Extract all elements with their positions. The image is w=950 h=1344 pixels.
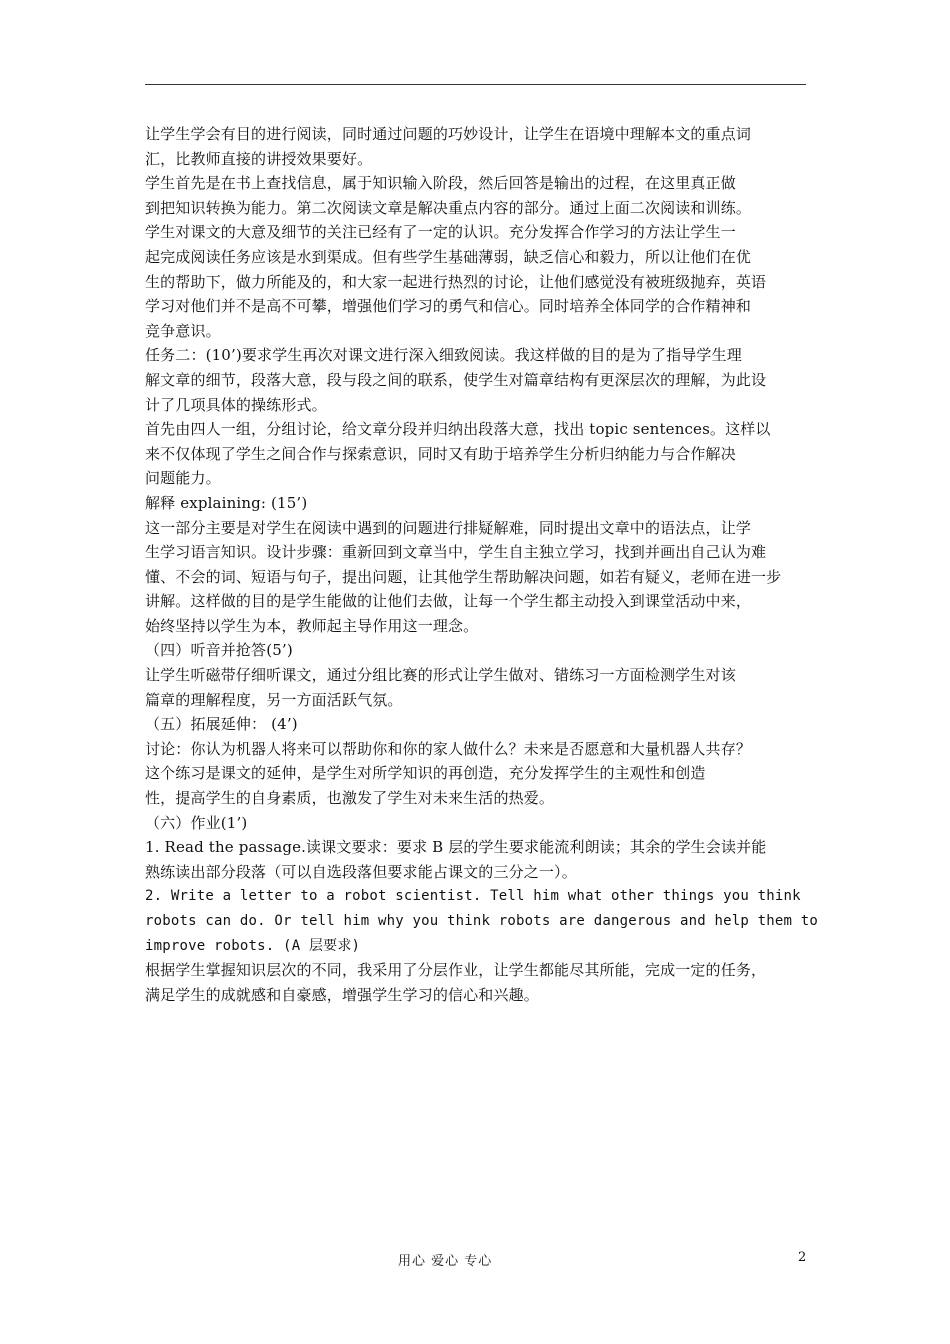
- text-line: 根据学生掌握知识层次的不同，我采用了分层作业，让学生都能尽其所能，完成一定的任务，: [145, 961, 767, 980]
- homework-item: 2. Write a letter to a robot scientist. Tell him what other things you think: [145, 888, 801, 905]
- text-line: 讨论：你认为机器人将来可以帮助你和你的家人做什么？未来是否愿意和大量机器人共存？: [145, 739, 752, 758]
- document-body: [145, 122, 819, 1007]
- text-line: 讲解。这样做的目的是学生能做的让他们去做，让每一个学生都主动投入到课堂活动中来，: [145, 592, 752, 611]
- page-number: 2: [798, 1250, 807, 1265]
- text-line: 计了几项具体的操练形式。: [145, 395, 327, 414]
- text-line: improve robots. (A 层要求): [145, 937, 361, 954]
- text-line: 解文章的细节，段落大意，段与段之间的联系，使学生对篇章结构有更深层次的理解，为此设: [145, 370, 767, 389]
- text-line: 满足学生的成就感和自豪感，增强学生学习的信心和兴趣。: [145, 985, 539, 1004]
- text-line: 懂、不会的词、短语与句子，提出问题，让其他学生帮助解决问题，如若有疑义，老师在进一步: [145, 567, 782, 586]
- text-line: 学生首先是在书上查找信息，属于知识输入阶段，然后回答是输出的过程，在这里真正做: [145, 174, 736, 193]
- text-line: 起完成阅读任务应该是水到渠成。但有些学生基础薄弱，缺乏信心和毅力，所以让他们在优: [145, 247, 752, 266]
- text-line: 汇，比教师直接的讲授效果要好。: [145, 149, 373, 168]
- text-line: robots can do. Or tell him why you think robots are dangerous and help them to: [145, 913, 819, 929]
- section-heading: （四）听音并抢答(5’): [145, 641, 293, 660]
- text-line: 熟练读出部分段落（可以自选段落但要求能占课文的三分之一）。: [145, 862, 577, 881]
- text-line: 让学生听磁带仔细听课文，通过分组比赛的形式让学生做对、错练习一方面检测学生对该: [145, 666, 736, 685]
- text-line: 生学习语言知识。设计步骤：重新回到文章当中，学生自主独立学习，找到并画出自己认为难: [145, 543, 767, 562]
- text-line: 到把知识转换为能力。第二次阅读文章是解决重点内容的部分。通过上面二次阅读和训练。: [145, 198, 752, 217]
- header-rule: [145, 84, 806, 85]
- text-line: 学习对他们并不是高不可攀，增强他们学习的勇气和信心。同时培养全体同学的合作精神和: [145, 297, 752, 316]
- text-line: 首先由四人一组，分组讨论，给文章分段并归纳出段落大意，找出 topic sentences。这样以: [145, 420, 771, 439]
- text-line: 这个练习是课文的延伸，是学生对所学知识的再创造，充分发挥学生的主观性和创造: [145, 764, 706, 783]
- text-line: 学生对课文的大意及细节的关注已经有了一定的认识。充分发挥合作学习的方法让学生一: [145, 223, 736, 242]
- text-line: 来不仅体现了学生之间合作与探索意识，同时又有助于培养学生分析归纳能力与合作解决: [145, 444, 736, 463]
- text-line: 性，提高学生的自身素质，也激发了学生对未来生活的热爱。: [145, 789, 555, 808]
- text-line: 让学生学会有目的进行阅读，同时通过问题的巧妙设计，让学生在语境中理解本文的重点词: [145, 125, 752, 143]
- section-heading: 解释 explaining: (15’): [145, 493, 308, 512]
- homework-item: 1. Read the passage.读课文要求：要求 B 层的学生要求能流利朗读；其余的学生会读并能: [145, 838, 767, 857]
- section-heading: （五）拓展延伸： (4’): [145, 715, 298, 734]
- text-line: 篇章的理解程度，另一方面活跃气氛。: [145, 690, 403, 709]
- section-heading: （六）作业(1’): [145, 813, 248, 832]
- text-line: 竞争意识。: [145, 321, 221, 340]
- footer-text: 用心 爱心 专心: [398, 1254, 493, 1269]
- text-line: 问题能力。: [145, 469, 221, 488]
- text-line: 始终坚持以学生为本，教师起主导作用这一理念。: [145, 616, 479, 635]
- text-line: 这一部分主要是对学生在阅读中遇到的问题进行排疑解难，同时提出文章中的语法点，让学: [145, 518, 752, 537]
- text-line: 生的帮助下，做力所能及的，和大家一起进行热烈的讨论，让他们感觉没有被班级抛弃，英语: [145, 272, 767, 291]
- text-line: 任务二：(10’)要求学生再次对课文进行深入细致阅读。我这样做的目的是为了指导学生理: [145, 346, 742, 365]
